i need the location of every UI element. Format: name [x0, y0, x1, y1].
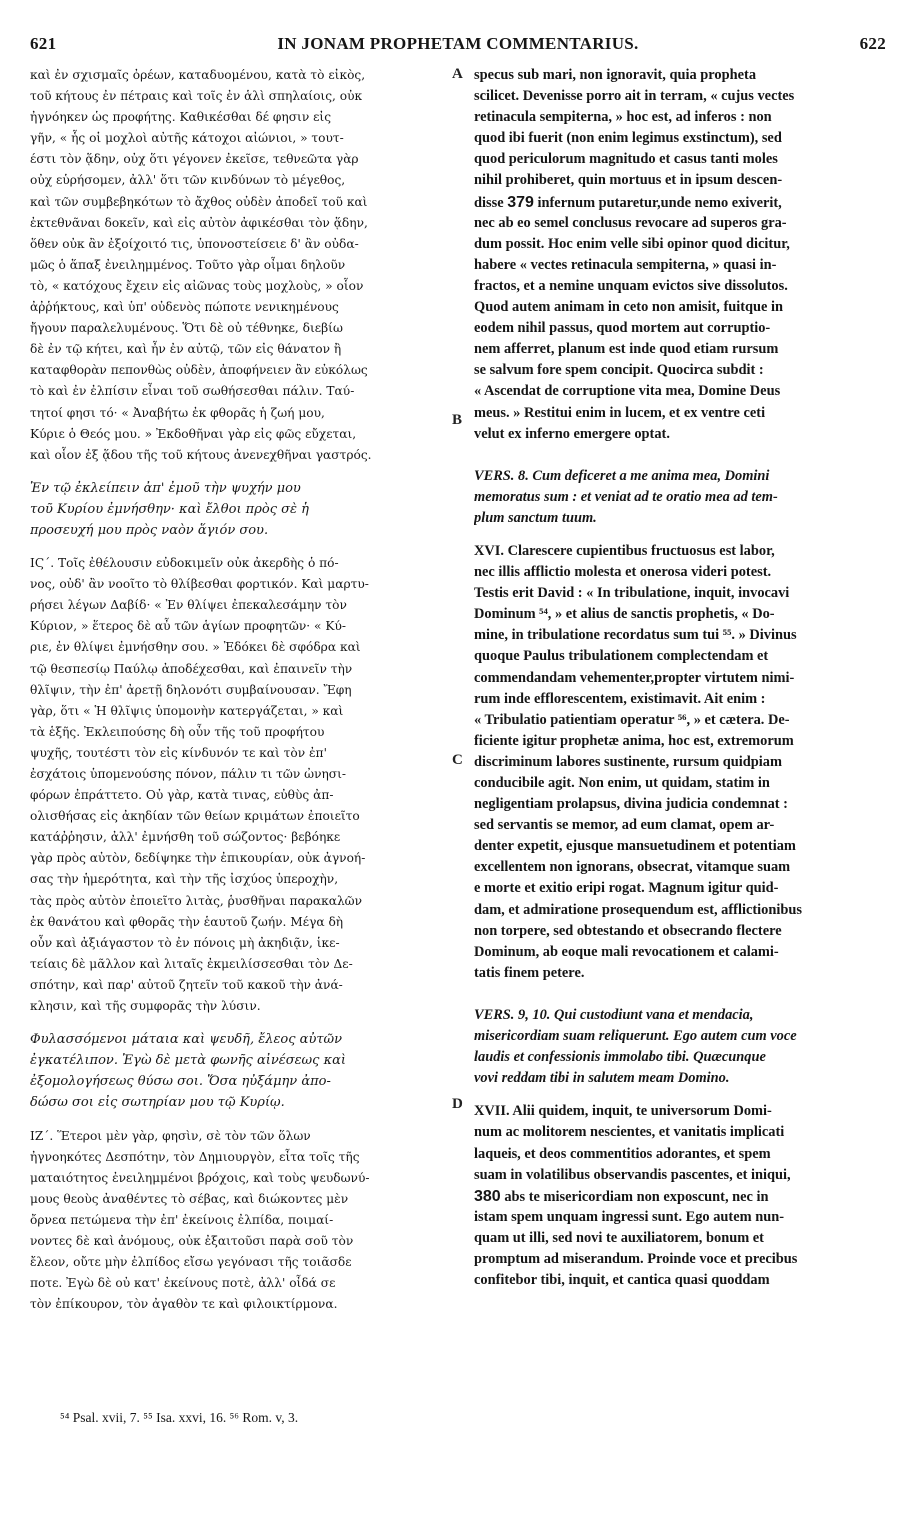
text-line: τὰς πρὸς αὐτὸν ἐποιεῖτο λιτὰς, ῥυσθῆναι παρακαλῶν — [30, 893, 363, 908]
running-header — [30, 34, 886, 58]
text-line: rum inde efflorescentem, existimavit. Ait enim : — [474, 690, 766, 707]
text-line: δὲ ἐν τῷ κήτει, καὶ ἦν ἐν αὐτῷ, τῶν εἰς θάνατον ἢ — [30, 342, 342, 357]
text-line: Φυλασσόμενοι μάταια καὶ ψευδῆ, ἔλεος αὐτῶν — [30, 1032, 343, 1048]
text-line: nec ab eo semel conclusus revocare ad superos gra- — [474, 214, 787, 231]
text-line: istam spem unquam ingressi sunt. Ego autem nun- — [474, 1208, 784, 1225]
text-line: suam in volatilibus observandis pascentes, et iniqui, — [474, 1166, 791, 1183]
text-line: non torpere, sed obtestando et obsecrando flectere — [474, 922, 782, 939]
text-line: scilicet. Devenisse porro ait in terram, « cujus vectes — [474, 88, 795, 105]
text-line: ἐκτεθνᾶναι δοκεῖν, καὶ εἰς αὐτὸν ἀφικέσθαι τὸν ᾅδην, — [30, 215, 368, 230]
text-line: ὅθεν οὐκ ἂν ἐξοίχοιτό τις, ὑπονοστείσειε δ' ἂν οὐδα- — [30, 236, 359, 251]
text-line: vovi reddam tibi in salutem meam Domino. — [474, 1070, 730, 1087]
text-line: quod ibi fuerit (non enim legimus exstinctum), sed — [474, 130, 782, 147]
text-line: ΙΖ΄. Ἕτεροι μὲν γὰρ, φησὶν, σὲ τὸν τῶν ὅλων — [30, 1128, 311, 1143]
text-line: ψυχῆς, τουτέστι τὸν εἰς κίνδυνόν τε καὶ τὸν ἐπ' — [30, 745, 327, 760]
text-line: laudis et confessionis immolabo tibi. Quæcunque — [474, 1049, 766, 1066]
latin-block-2 — [474, 541, 880, 984]
text-line: δώσω σοι εἰς σωτηρίαν μου τῷ Κυρίῳ. — [30, 1095, 285, 1111]
text-line: ἔλεον, οὔτε μὴν ἐλπίδος εἴσω γεγόνασι τῆς τοιᾶσδε — [30, 1255, 352, 1270]
column-number-379: 379 — [507, 193, 534, 211]
text-line: ολισθήσας εἰς ἀκηδίαν τῶν θείων κριμάτων ἐποιεῖτο — [30, 809, 360, 824]
greek-block-3 — [30, 1126, 458, 1316]
text-line: dum possit. Hoc enim velle sibi opinor quod dicitur, — [474, 235, 790, 252]
text-line: τῷ θεσπεσίῳ Παύλῳ ἀποδέχεσθαι, καὶ ἐπαινεῖν τὴν — [30, 661, 353, 676]
text-line: e morte et exitio eripi rogat. Magnum igitur quid- — [474, 880, 779, 897]
text-line: προσευχή μου πρὸς ναὸν ἅγιόν σου. — [30, 522, 269, 538]
text-line: XVI. Clarescere cupientibus fructuosus est labor, — [474, 542, 775, 559]
text-line: mine, in tribulatione recordatus sum tui ⁵⁵. » Divinus — [474, 627, 797, 644]
text-line: ὄρνεα πετώμενα τὴν ἐπ' ἐκείνοις ἐλπίδα, ποιμαί- — [30, 1212, 334, 1227]
text-line: ἠγνόηκεν ὡς προφήτης. Καθικέσθαι δέ φησιν εἰς — [30, 110, 332, 125]
text-line: misericordiam suam reliquerunt. Ego autem cum voce — [474, 1028, 797, 1045]
text-line: κατάῤῥησιν, ἀλλ' ἐμνήσθη τοῦ σώζοντος· βεβόηκε — [30, 830, 341, 845]
text-line: τοῦ Κυρίου ἐμνήσθην· καὶ ἔλθοι πρὸς σὲ ἡ — [30, 501, 309, 517]
latin-block-1b — [474, 213, 880, 445]
text-line: ριε, ἐν θλίψει ἐμνήσθην σου. » Ἐδόκει δὲ σφόδρα καὶ — [30, 640, 361, 655]
text-line: nem afferret, planum est inde quod etiam rursum — [474, 341, 779, 358]
text-line: Testis erit David : « In tribulatione, inquit, invocavi — [474, 585, 790, 602]
text-line: κλησιν, καὶ τῆς συμφορᾶς τὴν λύσιν. — [30, 999, 261, 1014]
latin-block-3a — [474, 1101, 880, 1185]
page-number-left: 621 — [30, 34, 57, 53]
text-line: Κύριον, » ἕτερος δὲ αὖ τῶν ἁγίων προφητῶν· « Κύ- — [30, 619, 346, 634]
latin-block-1a — [474, 65, 880, 192]
text-line: « Tribulatio patientiam operatur ⁵⁶, » et cætera. De- — [474, 711, 790, 728]
text-line: σπότην, καὶ παρ' αὐτοῦ ζητεῖν τοῦ κακοῦ τὴν ἀνά- — [30, 977, 343, 992]
text-line: negligentiam prolapsus, divina judicia condemnat : — [474, 796, 788, 813]
greek-block-1 — [30, 65, 458, 466]
text-line: νοντες δὲ καὶ ἀνόμους, οὐκ ἐξαιτοῦσι παρὰ σοῦ τὸν — [30, 1233, 354, 1248]
text-line: ἐξομολογήσεως θύσω σοι. Ὅσα ηὐξάμην ἀπο- — [30, 1074, 331, 1090]
text-line: μῶς ὁ ἅπαξ ἐνειλημμένος. Τοῦτο γὰρ οἶμαι δηλοῦν — [30, 257, 346, 272]
text-line: Quod autem animam in ceto non amisit, fuitque in — [474, 299, 784, 316]
running-title: IN JONAM PROPHETAM COMMENTARIUS. — [277, 34, 639, 53]
latin-column — [474, 65, 880, 1291]
latin-line-post: infernum putaretur,unde nemo exiverit, — [537, 194, 782, 211]
text-line: καὶ οἷον ἐξ ᾅδου τῆς τοῦ κήτους ἀνενεχθῆναι γαστρός. — [30, 447, 372, 462]
text-line: velut ex inferno emergere optat. — [474, 425, 670, 442]
greek-column — [30, 65, 458, 1315]
text-line: έστι τὸν ᾅδην, οὐχ ὅτι γέγονεν ἐκεῖσε, τεθνεῶτα γὰρ — [30, 152, 359, 167]
text-line: ἐκ θανάτου καὶ φθορᾶς τὴν ἑαυτοῦ ζωήν. Μέγα δὴ — [30, 914, 344, 929]
text-line: οὐχ εὑρήσομεν, ἀλλ' ὅτι τῶν κινδύνων τὸ μέγεθος, — [30, 173, 346, 188]
text-line: τὸ καὶ ἐν ἐλπίσιν εἶναι τοῦ σωθήσεσθαι πάλιν. Ταύ- — [30, 384, 355, 399]
text-line: ἠγνοηκότες Δεσπότην, τὸν Δημιουργὸν, εἶτα τοῖς τῆς — [30, 1149, 360, 1164]
text-line: ΙϚ΄. Τοῖς ἐθέλουσιν εὐδοκιμεῖν οὐκ ἀκερδὴς ὁ πό- — [30, 556, 339, 571]
text-line: τητοί φησι τό· « Ἀναβήτω ἐκ φθορᾶς ἡ ζωή μου, — [30, 405, 325, 420]
text-line: ἐγκατέλιπον. Ἐγὼ δὲ μετὰ φωνῆς αἰνέσεως καὶ — [30, 1053, 346, 1069]
text-line: dam, et admiratione prosequendum est, afflictionibus — [474, 901, 802, 918]
text-line: ποτε. Ἐγὼ δὲ οὐ κατ' ἐκείνους ποτὲ, ἀλλ' οἶδά σε — [30, 1276, 336, 1291]
text-line: μους θεοὺς ἀναθέντες τὸ σέβας, καὶ διώκοντες μὲν — [30, 1191, 349, 1206]
text-line: ματαιότητος ἐνειλημμένοι βρόχοις, καὶ τοὺς ψευδωνύ- — [30, 1170, 370, 1185]
text-line: VERS. 8. Cum deficeret a me anima mea, Domini — [474, 467, 770, 484]
text-line: ἐσχάτοις ὑπομενούσης πόνον, πάλιν τι τῶν ὠνησι- — [30, 767, 347, 781]
greek-verse-9 — [30, 1029, 458, 1113]
greek-verse-8 — [30, 478, 458, 541]
page-number-right: 622 — [859, 34, 886, 53]
text-line: tatis finem petere. — [474, 964, 585, 981]
text-line: Dominum, ab eoque mali revocationem et calami- — [474, 943, 779, 960]
text-line: laqueis, et deos commentitios adorantes, et spem — [474, 1145, 771, 1162]
text-line: τοῦ κήτους ἐν πέτραις καὶ τοῖς ἐν ἁλὶ σπηλαίοις, οὐκ — [30, 89, 363, 104]
latin-line-col-379 — [474, 192, 880, 213]
text-line: φόρων ἐπράττετο. Οὐ γὰρ, κατὰ τινας, εὐθὺς ἀπ- — [30, 788, 334, 803]
text-line: excellentem non ignorans, obsecrat, vitamque suam — [474, 859, 791, 876]
column-number-380: 380 — [474, 1187, 501, 1205]
text-line: ἤγουν παραλελυμένους. Ὅτι δὲ οὐ τέθνηκε, διεβίω — [30, 321, 343, 336]
latin-line-post-380: abs te misericordiam non exposcunt, nec in — [504, 1188, 769, 1205]
text-line: οὖν καὶ ἀξιάγαστον τὸ ἐν πόνοις μὴ ἀκηδιᾷν, ἱκε- — [30, 935, 340, 950]
text-line: ἀῤῥήκτους, καὶ ὑπ' οὐδενὸς πώποτε νενικημένους — [30, 300, 339, 315]
text-line: γῆν, « ἧς οἱ μοχλοὶ αὐτῆς κάτοχοι αἰώνιοι, » τουτ- — [30, 131, 344, 146]
text-line: nihil prohiberet, quin mortuus et in ipsum descen- — [474, 172, 783, 189]
text-line: τὰ ἑξῆς. Ἐκλειπούσης δὴ οὖν τῆς τοῦ προφήτου — [30, 724, 325, 739]
latin-block-3b — [474, 1207, 880, 1291]
text-line: fractos, et a nemine unquam evictos sive dissolutos. — [474, 277, 788, 294]
text-line: καὶ ἐν σχισμαῖς ὀρέων, καταδυομένου, κατὰ τὸ εἰκὸς, — [30, 68, 366, 82]
text-line: discriminum labores sustinente, rursum quidpiam — [474, 753, 782, 770]
text-line: τὸν ἐπίκουρον, τὸν ἀγαθὸν τε καὶ φιλοικτίρμονα. — [30, 1297, 338, 1312]
latin-line-pre: disse — [474, 194, 504, 211]
text-line: Dominum ⁵⁴, » et alius de sanctis prophetis, « Do- — [474, 606, 775, 623]
margin-letter-a: A — [452, 66, 463, 82]
text-line: nec illis afflictio molesta et onerosa videri potest. — [474, 564, 772, 581]
latin-verse-9 — [474, 1005, 880, 1089]
text-line: XVII. Alii quidem, inquit, te universorum Domi- — [474, 1103, 772, 1120]
latin-verse-8 — [474, 466, 880, 529]
text-line: τείαις δὲ μᾶλλον καὶ λιταῖς ἐκμειλίσσεσθαι τὸν Δε- — [30, 956, 353, 971]
text-line: habere « vectes retinacula sempiterna, » quasi in- — [474, 256, 777, 273]
text-line: « Ascendat de corruptione vita mea, Domine Deus — [474, 383, 781, 400]
latin-line-col-380 — [474, 1186, 880, 1207]
text-line: quoque Paulus tribulationem complectendam et — [474, 648, 769, 665]
text-line: se salvum fore spem concipit. Quocirca subdit : — [474, 362, 764, 379]
greek-block-2 — [30, 553, 458, 1017]
text-line: specus sub mari, non ignoravit, quia propheta — [474, 67, 757, 83]
text-line: promptum ad miserandum. Proinde voce et precibus — [474, 1250, 798, 1267]
text-line: retinacula sempiterna, » hoc est, ad inferos : non — [474, 109, 772, 126]
margin-letter-b: B — [452, 412, 463, 428]
text-line: num ac molitorem nescientes, et vanitatis implicati — [474, 1124, 785, 1141]
text-line: καταφθορὰν πεπονθὼς οὐδὲν, ἀποφήνειεν ἂν εὐκόλως — [30, 363, 368, 378]
text-line: σας τὴν ἡμερότητα, καὶ τὴν τῆς ἰσχύος ὑπεροχὴν, — [30, 872, 339, 887]
text-line: Ἐν τῷ ἐκλείπειν ἀπ' ἐμοῦ τὴν ψυχήν μου — [30, 480, 301, 496]
text-line: καὶ τῶν συμβεβηκότων τὸ ἄχθος οὐδὲν ἀποδεῖ τοῦ καὶ — [30, 194, 368, 209]
text-line: meus. » Restitui enim in lucem, et ex ventre ceti — [474, 404, 766, 421]
text-line: conducibile agit. Non enim, ut quidam, statim in — [474, 775, 770, 791]
text-line: plum sanctum tuum. — [474, 509, 597, 526]
footnotes: ⁵⁴ Psal. xvii, 7. ⁵⁵ Isa. xxvi, 16. ⁵⁶ Rom. v, 3. — [60, 1410, 299, 1425]
text-line: γὰρ πρὸς αὐτὸν, δεδίψηκε τὴν ἐπικουρίαν, οὐκ ἀγνοή- — [30, 851, 366, 866]
text-line: τὸ, « κατόχους ἔχειν εἰς αἰῶνας τοὺς μοχλοὺς, » οἷον — [30, 278, 364, 293]
text-line: Κύριε ὁ Θεός μου. » Ἐκδοθῆναι γὰρ εἰς φῶς εὔχεται, — [30, 426, 357, 441]
margin-letter-d: D — [452, 1096, 463, 1112]
text-line: νος, οὐδ' ἂν νοοῖτο τὸ θλίβεσθαι φορτικόν. Καὶ μαρτυ- — [30, 577, 369, 592]
text-line: ficiente igitur prophetæ anima, hoc est, extremorum — [474, 732, 794, 749]
text-line: confitebor tibi, inquit, et cantica quasi quoddam — [474, 1272, 770, 1289]
text-line: ρήσει λέγων Δαβίδ· « Ἐν θλίψει ἐπεκαλεσάμην τὸν — [30, 598, 347, 613]
text-line: quod periculorum magnitudo et casus tanti moles — [474, 151, 778, 168]
margin-letter-c: C — [452, 752, 463, 768]
text-line: denter expetit, ejusque mansuetudinem et potentiam — [474, 838, 796, 855]
text-line: θλῖψιν, τὴν ἐπ' ἀρετῇ δηλονότι συμβαίνουσαν. Ἔφη — [30, 682, 352, 697]
text-line: sed servantis se memor, ad eum clamat, opem ar- — [474, 817, 775, 834]
text-line: γὰρ, ὅτι « Ἡ θλῖψις ὑπομονὴν κατεργάζεται, » καὶ — [30, 703, 344, 718]
text-line: eodem nihil passus, quod mortem aut corruptio- — [474, 320, 771, 337]
text-line: commendandam vehementer,propter virtutem nimi- — [474, 669, 795, 686]
text-line: quam ut illi, sed novi te auxiliatorem, bonum et — [474, 1229, 764, 1246]
text-line: memoratus sum : et veniat ad te oratio mea ad tem- — [474, 488, 778, 505]
text-line: VERS. 9, 10. Qui custodiunt vana et mendacia, — [474, 1006, 754, 1023]
